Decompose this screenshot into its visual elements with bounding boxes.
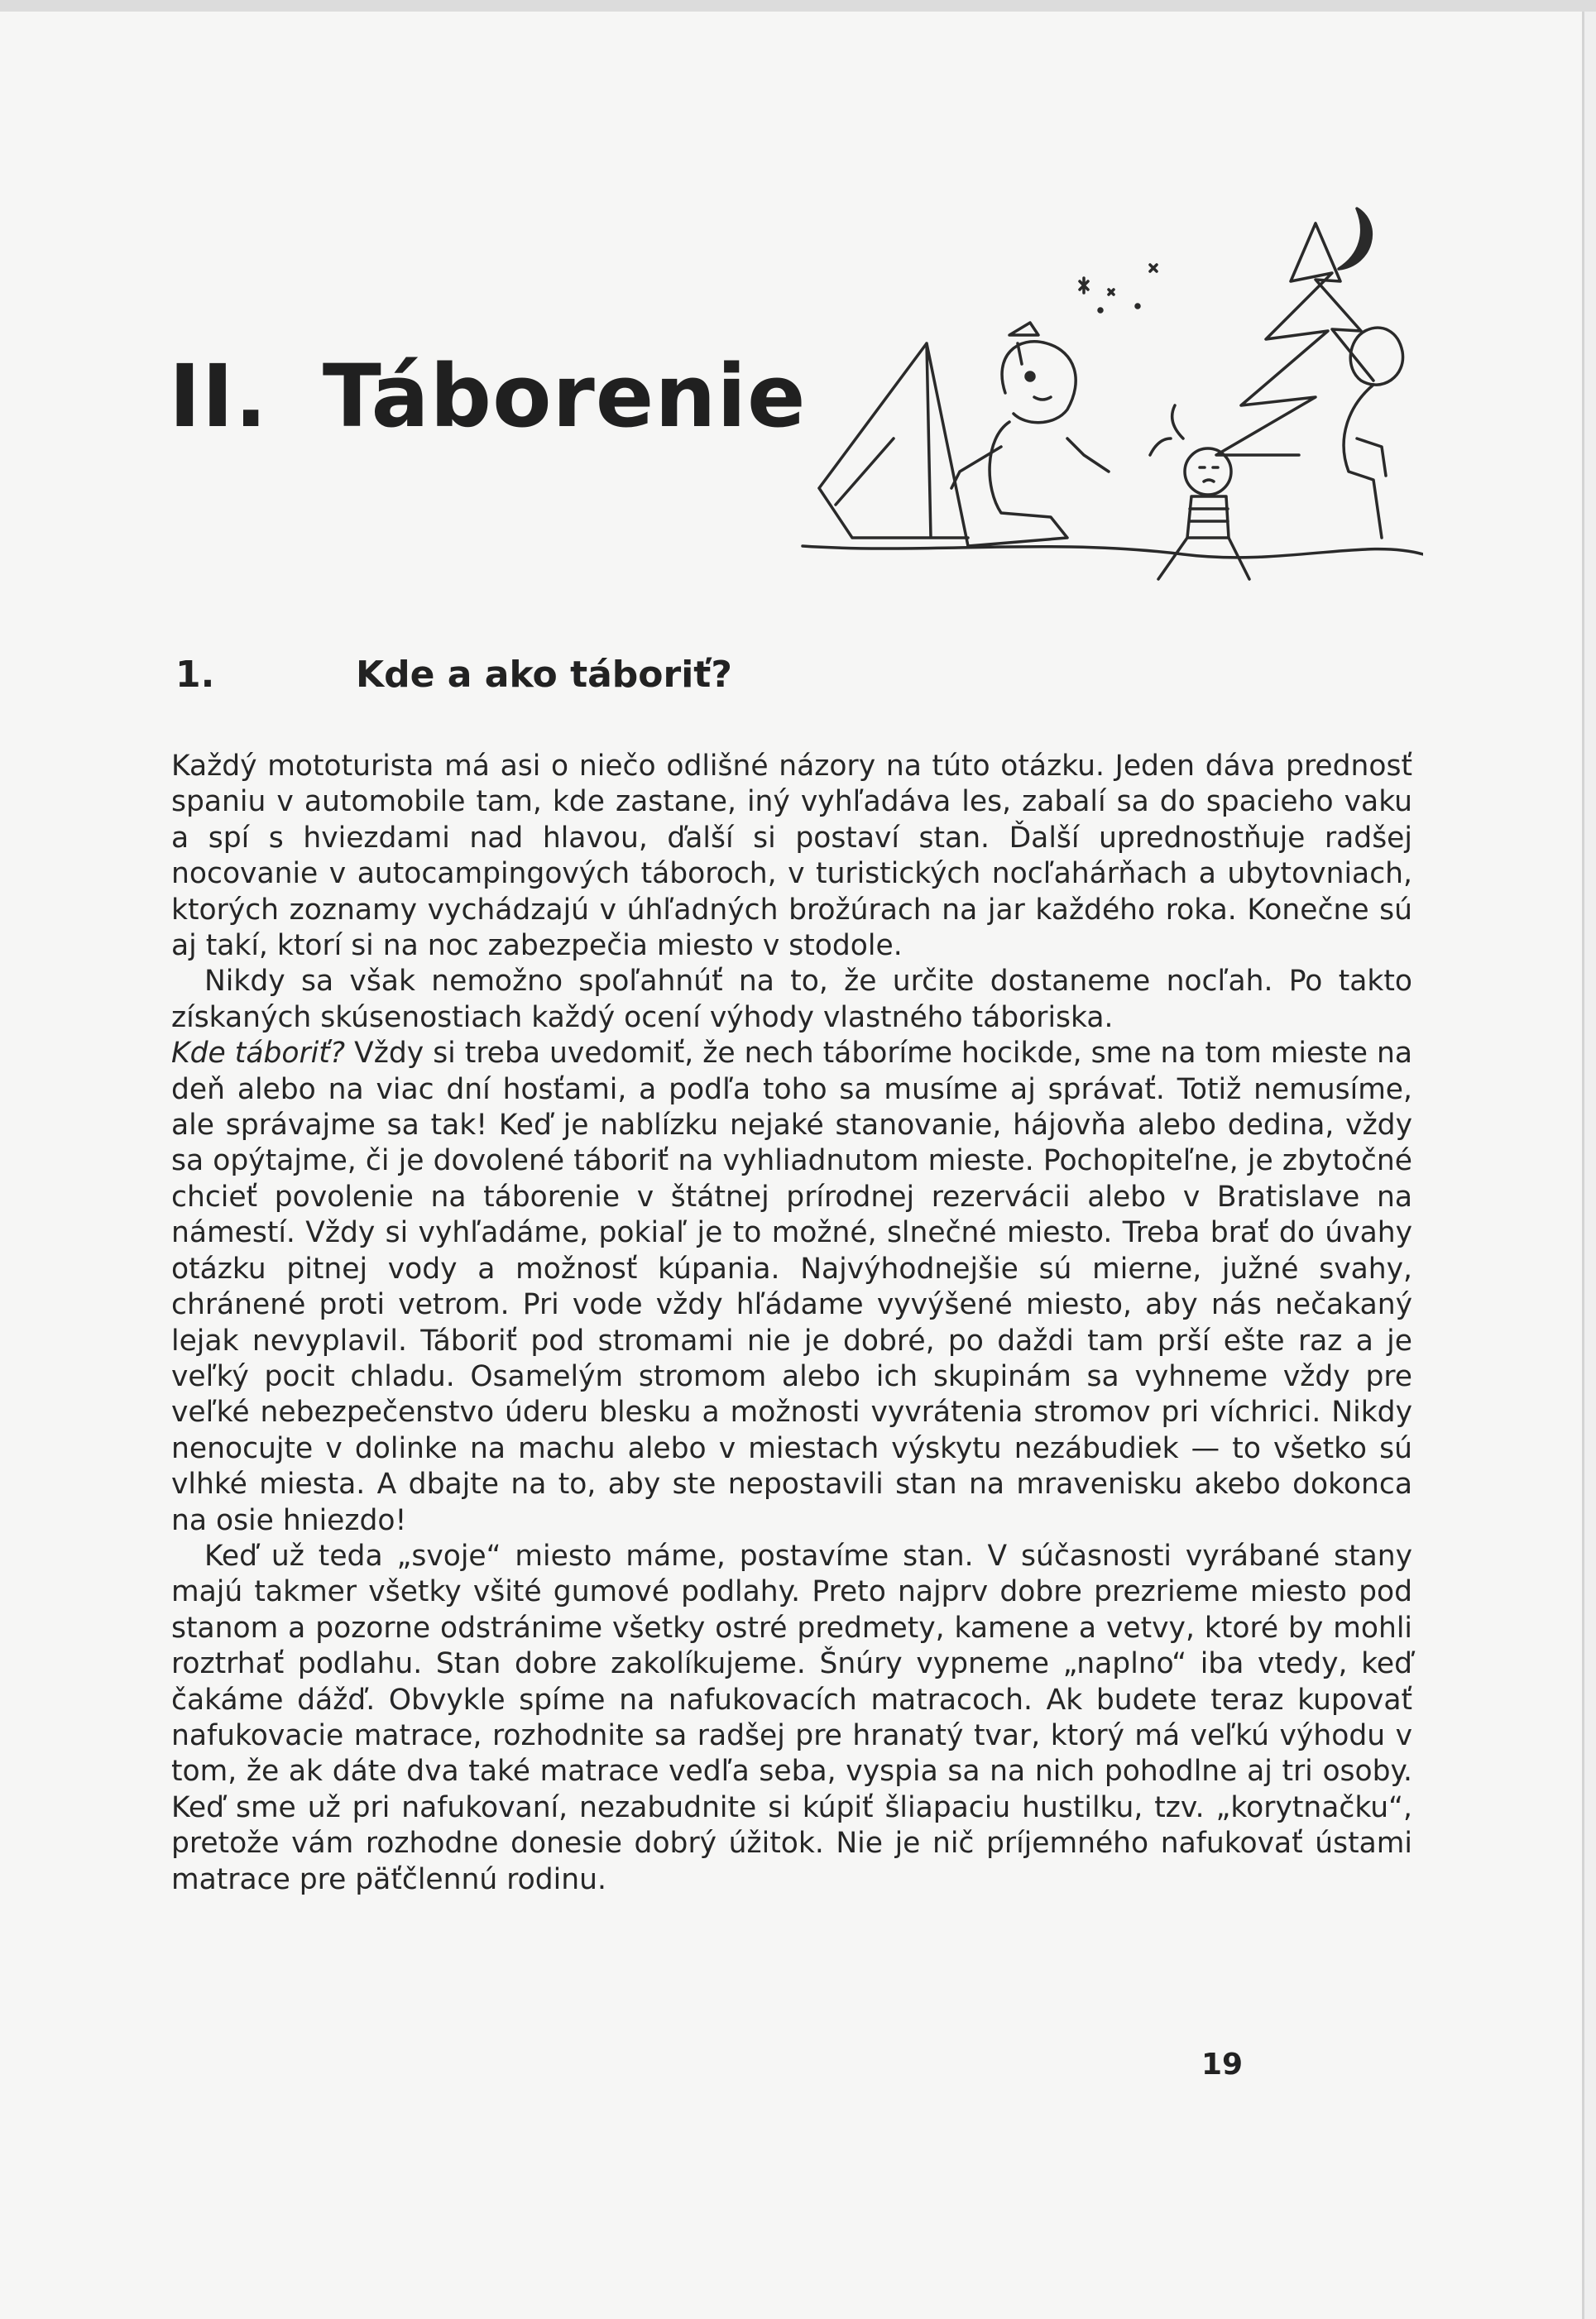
paragraph-lead: Kde táboriť? <box>171 1037 346 1071</box>
section-number: 1. <box>175 654 215 696</box>
chapter-title: Táborenie <box>322 346 807 447</box>
chapter-number: II. <box>169 346 268 447</box>
section-heading <box>175 654 732 696</box>
section-title: Kde a ako táboriť? <box>356 654 732 696</box>
paragraph-text: Každý mototurista má asi o niečo odlišné názory na túto otázku. Jeden dáva prednosť spaniu v automobile tam, kde zastane, iný vyhľadáva les, zabalí sa do spacieho vaku a spí s hviezdami nad hlavou, ďalší si postaví stan. Ďalší uprednostňuje radšej nocovanie v autocampingových táboroch, v turistických nocľahárňach a ubytovniach, ktorých zoznamy vychádzajú v úhľadných brožúrach na jar každého roka. Konečne sú aj takí, ktorí si na noc zabezpečia miesto v stodole. <box>171 750 1412 963</box>
camping-illustration <box>720 190 1423 604</box>
tent-icon <box>819 343 968 546</box>
stars-icon <box>1080 265 1157 312</box>
paragraph-4 <box>171 1539 1412 1898</box>
moon-icon <box>1339 208 1371 269</box>
paragraph-2 <box>171 964 1412 1036</box>
paragraph-1 <box>171 749 1412 964</box>
paragraph-text: Nikdy sa však nemožno spoľahnúť na to, že určite dostaneme nocľah. Po takto získaných skúsenostiach každý ocení výhody vlastného táboriska. <box>171 965 1412 1034</box>
paragraph-text: Keď už teda „svoje“ miesto máme, postavíme stan. V súčasnosti vyrábané stany majú takmer všetky všité gumové podlahy. Preto najprv dobre prezrieme miesto pod stanom a pozorne odstránime všetky ostré predmety, kamene a vetvy, ktoré by mohli roztrhať podlahu. Stan dobre zakolíkujeme. Šnúry vypneme „naplno“ iba vtedy, keď čakáme dážď. Obvykle spíme na nafukovacích matracoch. Ak budete teraz kupovať nafukovacie matrace, rozhodnite sa radšej pre hranatý tvar, ktorý má veľkú výhodu v tom, že ak dáte dva také matrace vedľa seba, vyspia sa na nich pohodlne aj tri osoby. Keď sme už pri nafukovaní, nezabudnite si kúpiť šliapaciu hustilku, tzv. „korytnačku“, pretože vám rozhodne donesie dobrý úžitok. Nie je nič príjemného nafukovať ústami matrace pre päťčlennú rodinu. <box>171 1539 1412 1896</box>
paragraph-text: Vždy si treba uvedomiť, že nech táboríme hocikde, sme na tom mieste na deň alebo na viac dní hosťami, a podľa toho sa musíme aj správať. Totiž nemusíme, ale správajme sa tak! Keď je nablízku nejaké stanovanie, hájovňa alebo dedina, vždy sa opýtajme, či je dovolené táboriť na vyhliadnutom mieste. Pochopiteľne, je zbytočné chcieť povolenie na táborenie v štátnej prírodnej rezervácii alebo v Bratislave na námestí. Vždy si vyhľadáme, pokiaľ je to možné, slnečné miesto. Treba brať do úvahy otázku pitnej vody a možnosť kúpania. Najvýhodnejšie sú mierne, južné svahy, chránené proti vetrom. Pri vode vždy hľádame vyvýšené miesto, aby nás nečakaný lejak nevyplavil. Táboriť pod stromami nie je dobré, po daždi tam prší ešte raz a je veľký pocit chladu. Osamelým stromom alebo ich skupinám sa vyhneme vždy pre veľké nebezpečenstvo úderu blesku a možnosti vyvrátenia stromov pri víchrici. Nikdy nenocujte v dolinke na machu alebo v miestach výskytu nezábudiek — to všetko sú vlhké miesta. A dbajte na to, aby ste nepostavili stan na mravenisku akebo dokonca na osie hniezdo! <box>171 1037 1412 1537</box>
scan-top-edge <box>0 0 1596 12</box>
ground-line <box>803 546 1423 558</box>
body-text <box>171 749 1412 1898</box>
woman-icon <box>1344 328 1402 538</box>
page-number: 19 <box>1201 2048 1244 2082</box>
chapter-heading <box>169 346 807 447</box>
man-with-hammer-icon <box>951 323 1109 546</box>
paragraph-3 <box>171 1036 1412 1539</box>
